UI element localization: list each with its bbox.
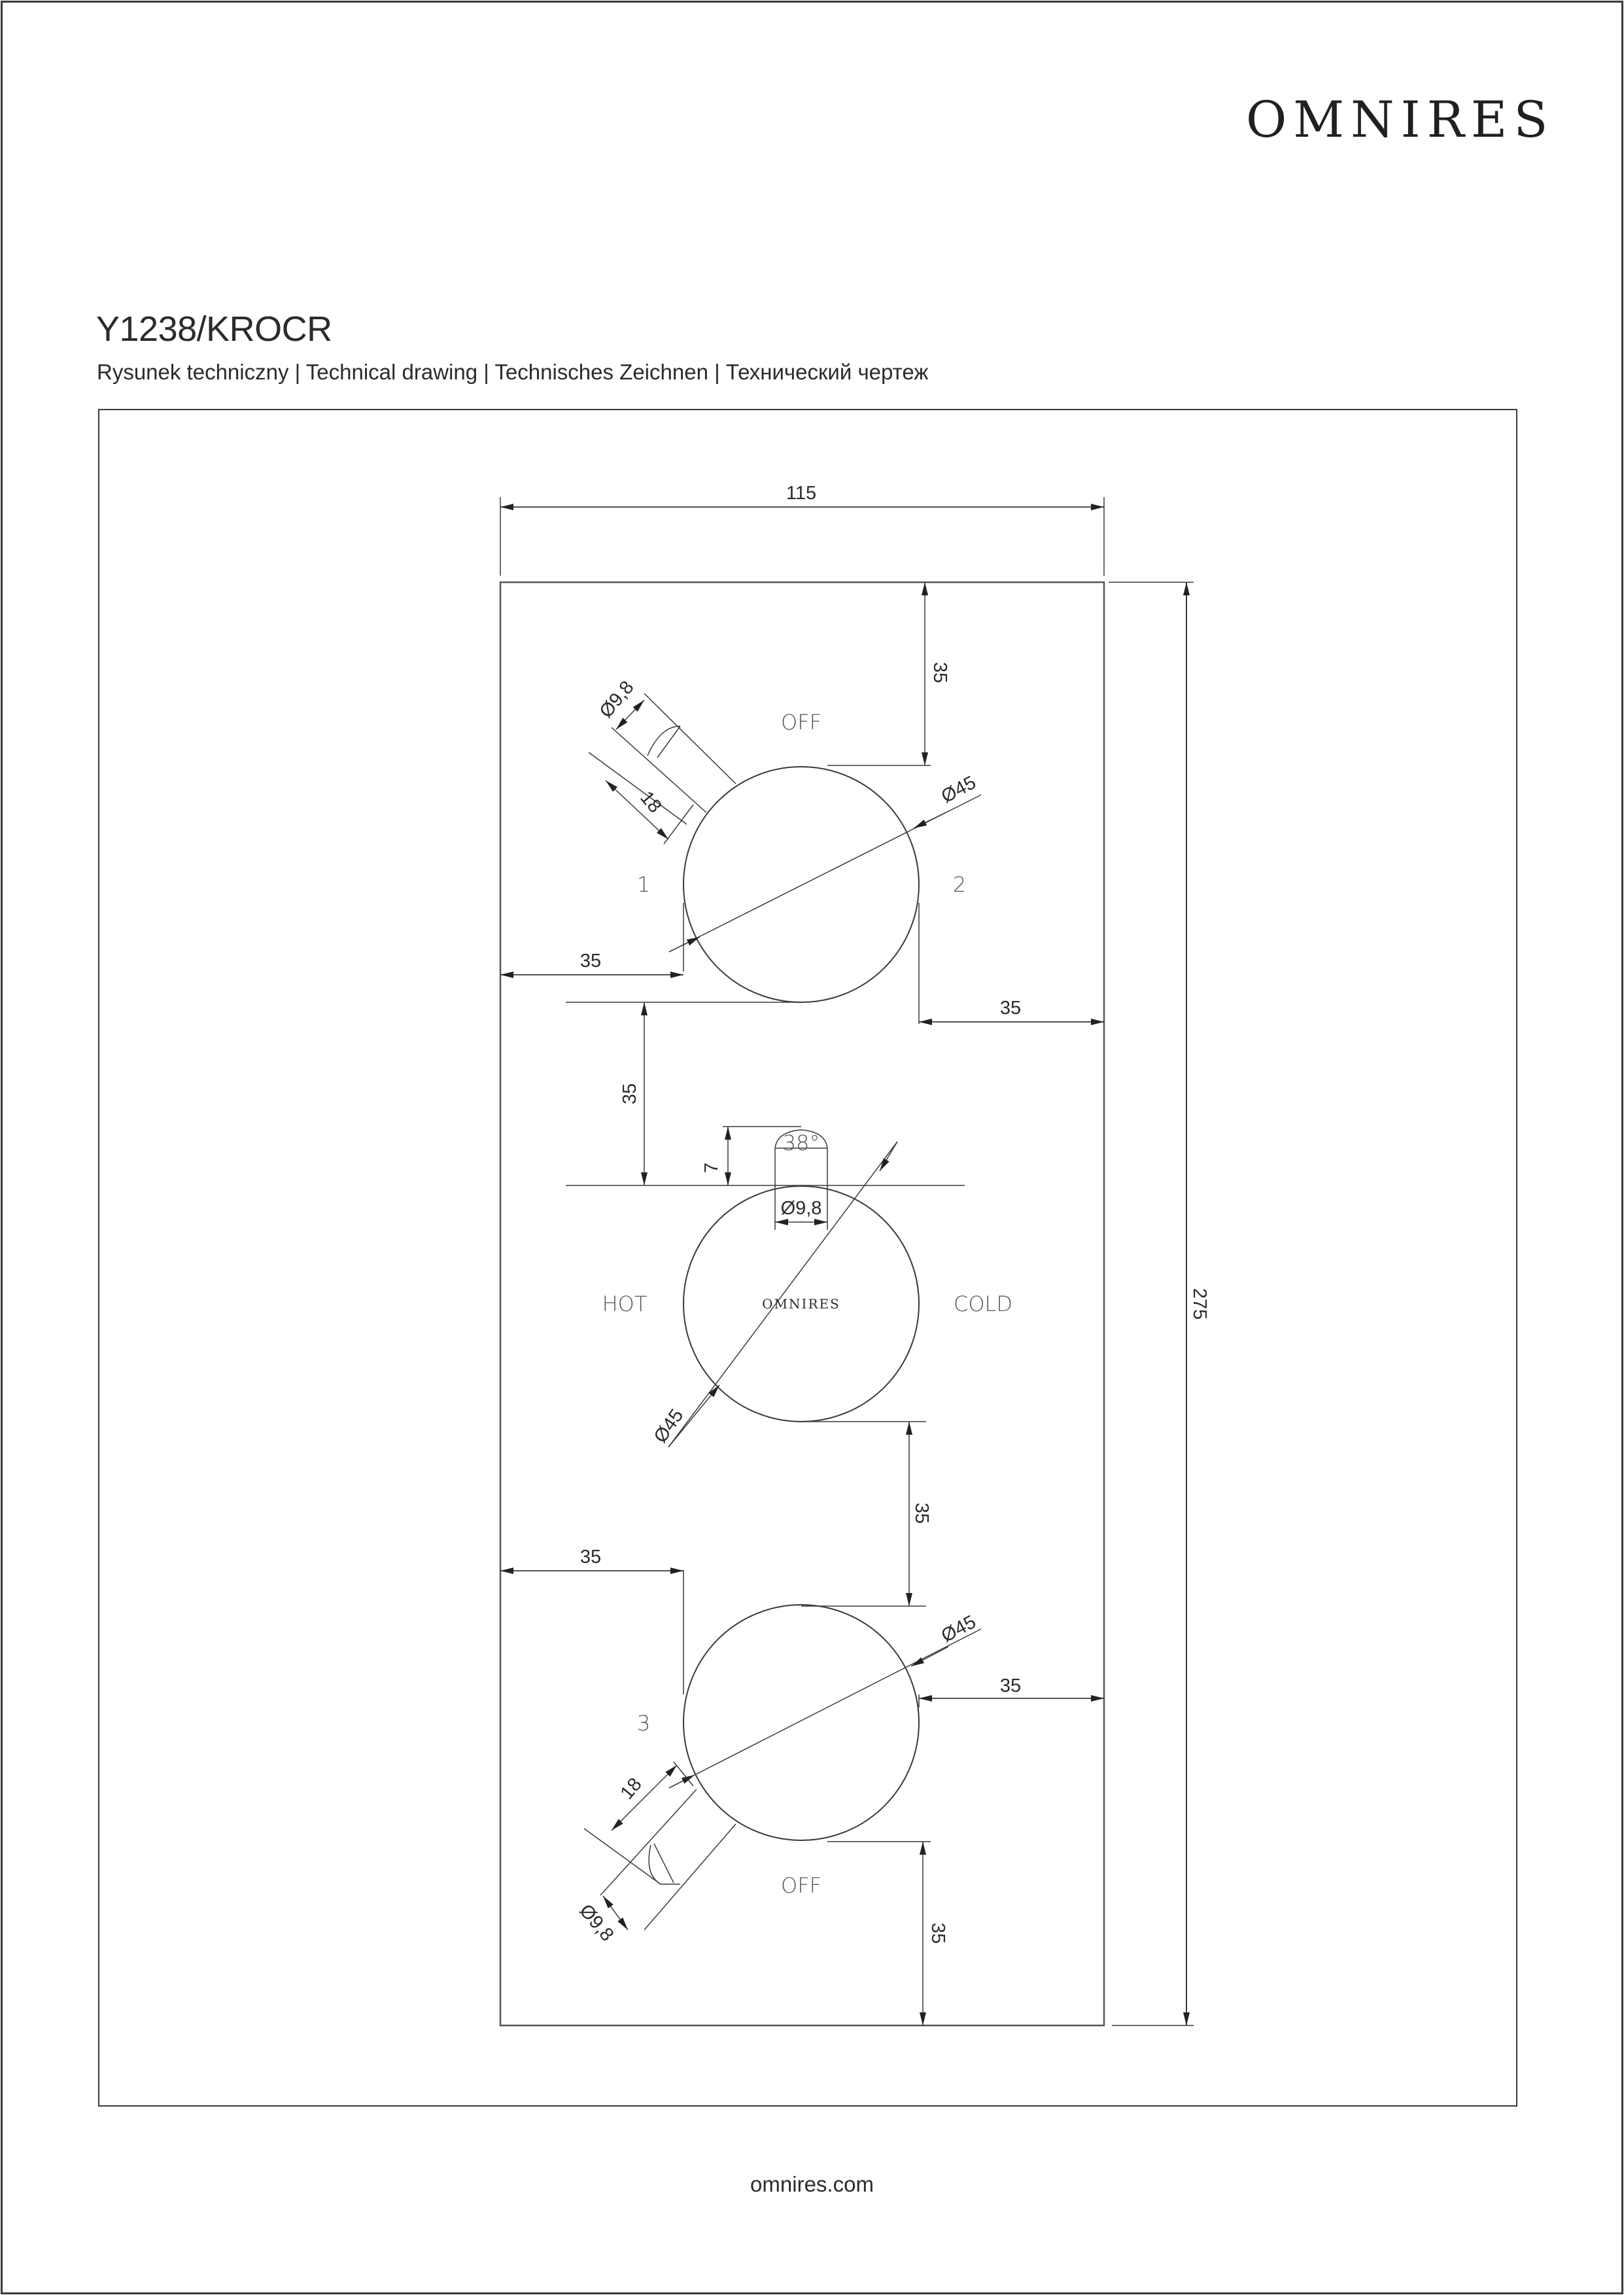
bottom-knob-lever-length: 18 xyxy=(616,1774,646,1804)
top-knob-dim-left: 35 xyxy=(579,951,602,972)
top-knob-circle xyxy=(683,767,919,1002)
brand-logo: OMNIRES xyxy=(1246,90,1555,149)
middle-knob-diameter: Ø45 xyxy=(649,1405,688,1447)
product-code: Y1238/KROCR xyxy=(96,309,332,349)
top-knob-dim-top: 35 xyxy=(929,661,950,684)
middle-knob-dim-gap-above: 35 xyxy=(619,1083,640,1105)
dim-overall-height-label: 275 xyxy=(1189,1288,1210,1320)
top-knob-lever-diameter: Ø9,8 xyxy=(595,676,638,722)
bottom-knob-lever-diameter: Ø9,8 xyxy=(575,1900,618,1946)
middle-knob-center-logo: OMNIRES xyxy=(762,1296,840,1312)
drawing-subtitle: Rysunek techniczny | Technical drawing | Technisches Zeichnen | Технический чертеж xyxy=(97,360,929,384)
top-knob-dim-right: 35 xyxy=(999,998,1022,1019)
top-knob-lever-length: 18 xyxy=(636,787,666,817)
middle-knob-label-cold: COLD xyxy=(954,1291,1012,1316)
top-knob-diameter: Ø45 xyxy=(938,772,980,808)
dim-overall-width-label: 115 xyxy=(786,483,817,504)
middle-knob-lever-diameter: Ø9,8 xyxy=(780,1198,822,1219)
top-knob-label-1: 1 xyxy=(636,872,651,897)
middle-knob-label-hot: HOT xyxy=(602,1291,648,1316)
bottom-knob-dim-bottom: 35 xyxy=(927,1922,948,1944)
bottom-knob-label-off: OFF xyxy=(781,1873,821,1898)
bottom-knob-label-3: 3 xyxy=(636,1711,651,1736)
middle-knob-lever-height: 7 xyxy=(701,1162,722,1174)
middle-knob-dim-gap-below: 35 xyxy=(911,1502,932,1524)
footer-url[interactable]: omnires.com xyxy=(750,2172,874,2196)
middle-knob-angle: 38° xyxy=(782,1130,820,1155)
bottom-knob-diameter: Ø45 xyxy=(938,1611,980,1647)
bottom-knob-dim-left: 35 xyxy=(579,1547,602,1568)
top-knob-label-2: 2 xyxy=(952,872,967,897)
bottom-knob-dim-right: 35 xyxy=(999,1675,1022,1696)
top-knob-label-off: OFF xyxy=(781,710,821,735)
bottom-knob-circle xyxy=(683,1605,919,1840)
